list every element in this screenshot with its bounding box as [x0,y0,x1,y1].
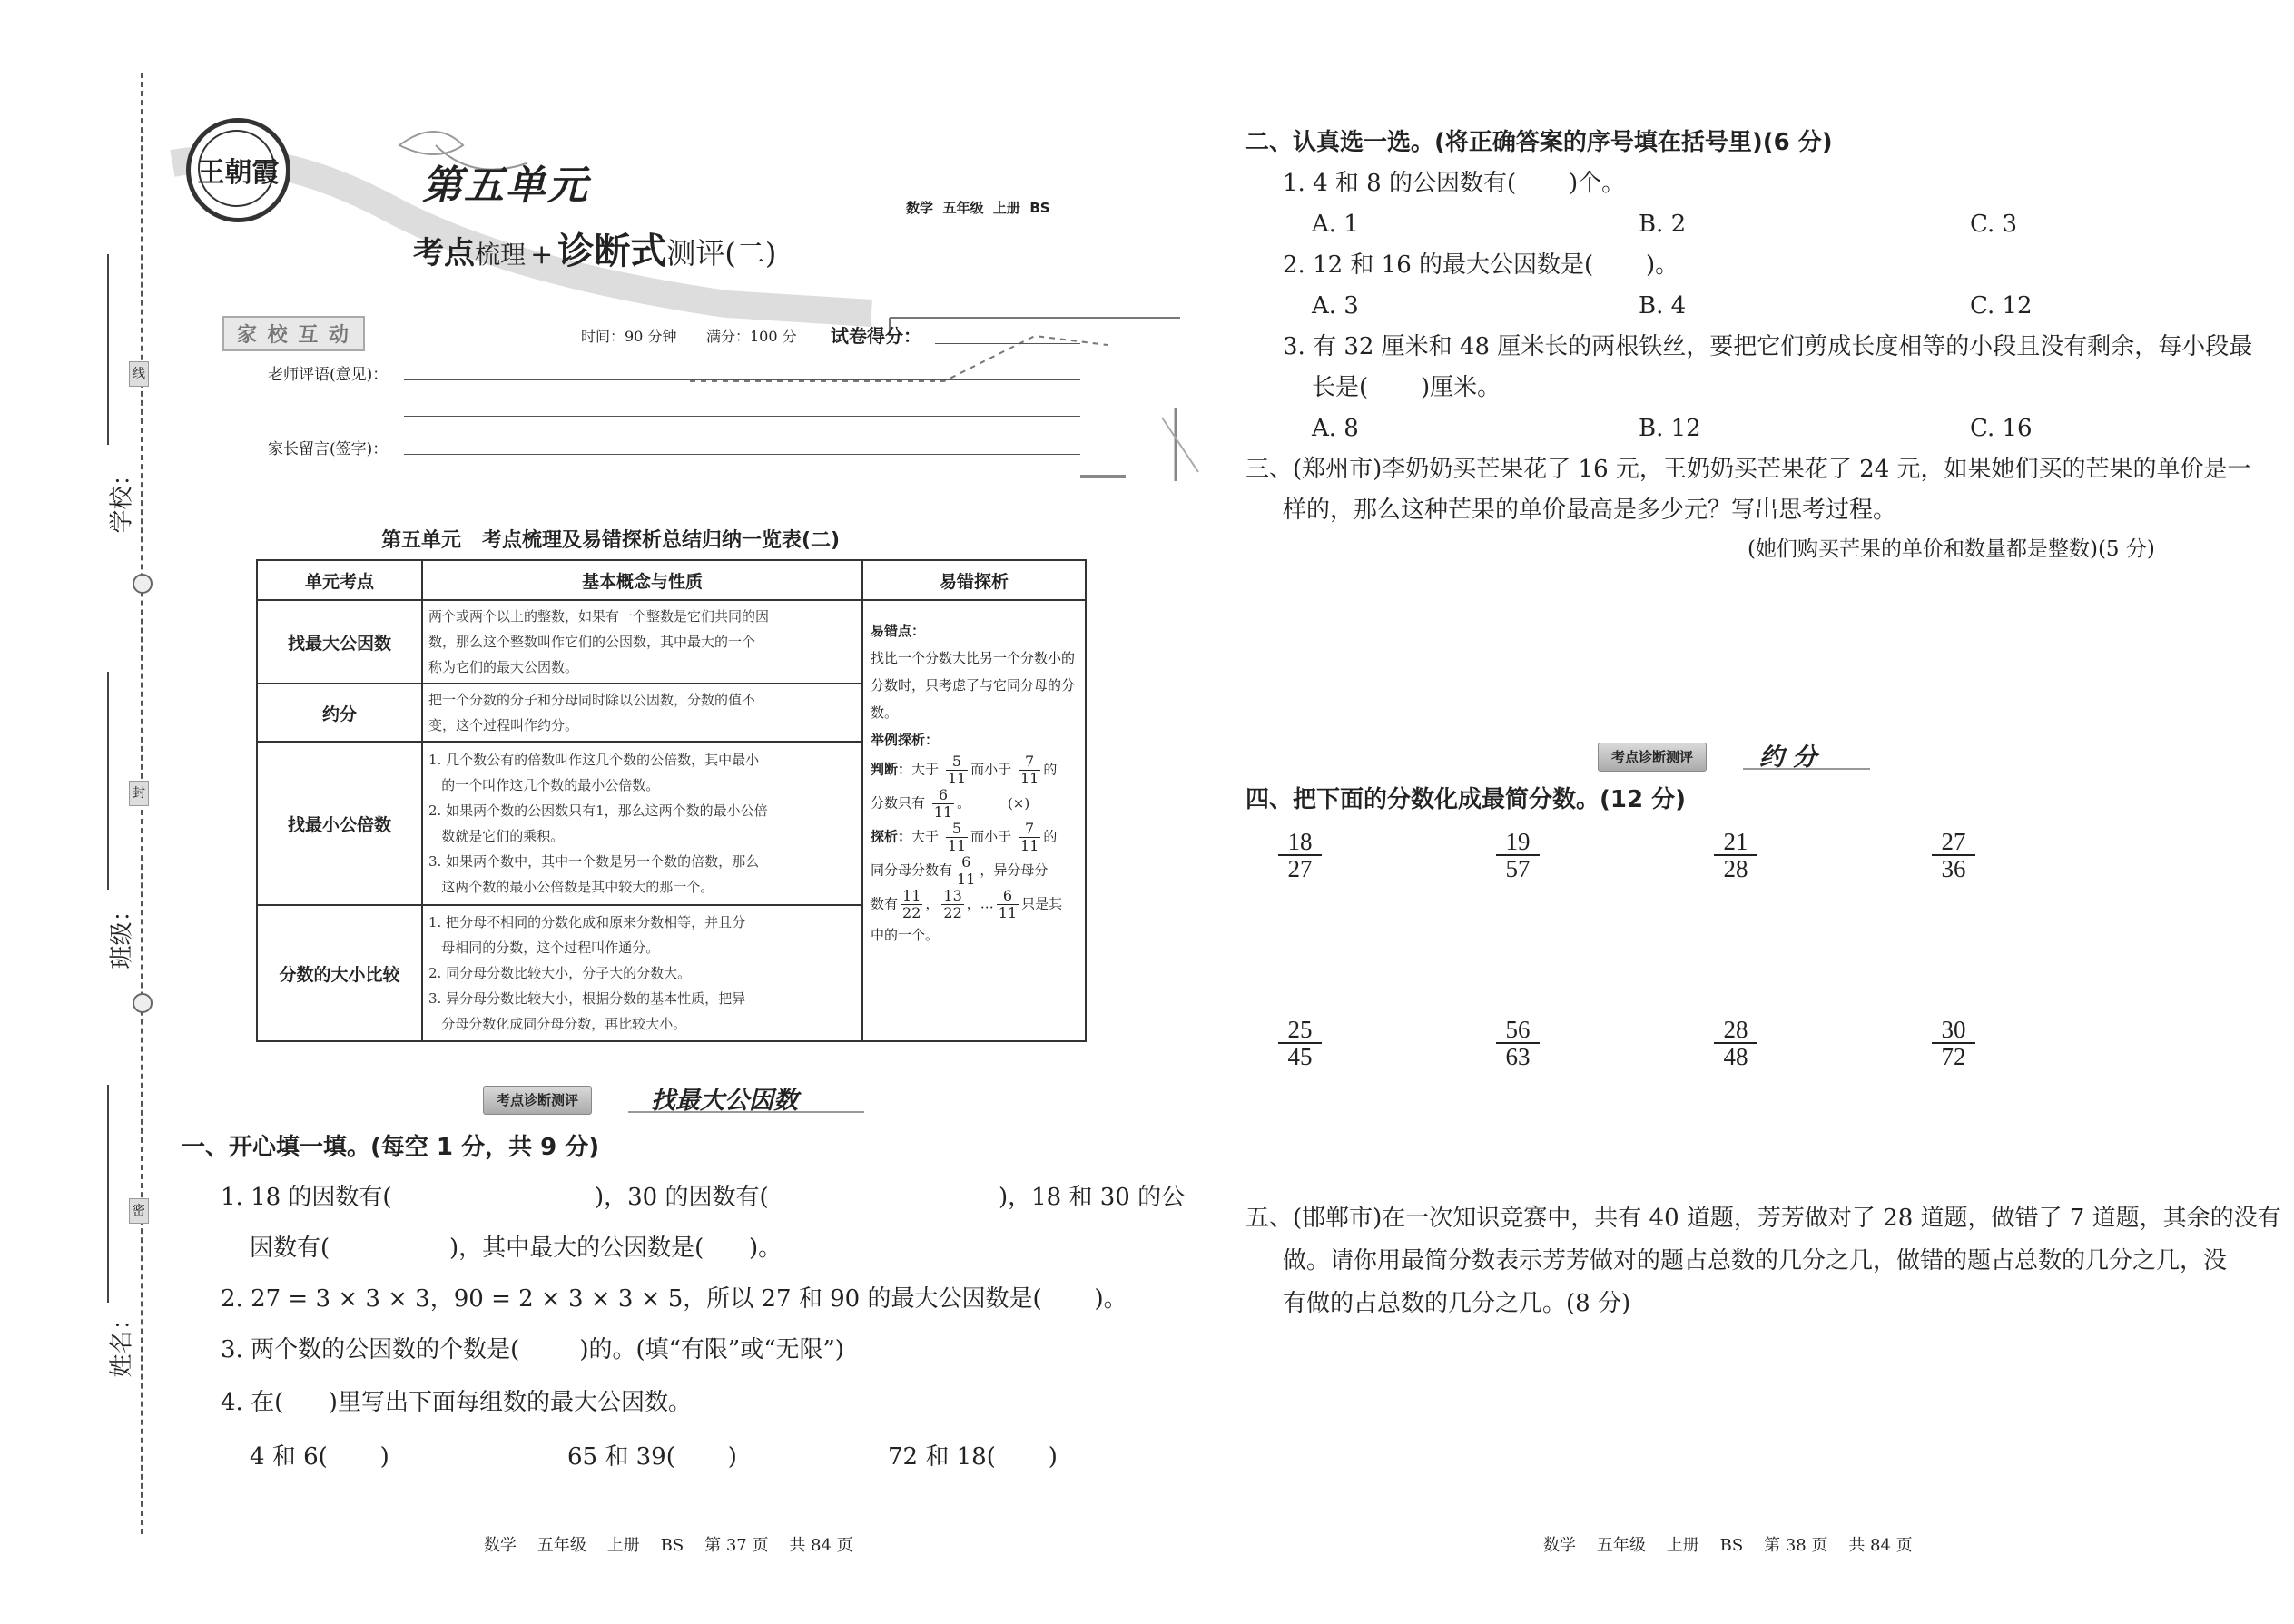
part1-q1-c: )，18 和 30 的公 [999,1184,1186,1211]
part1-q4-item: 65 和 39( ) [567,1443,737,1471]
table-header: 单元考点 [257,560,422,600]
fraction: $\frac{6}{11}$ [933,786,953,821]
part1-heading: 一、开心填一填。(每空 1 分，共 9 分) [182,1134,600,1161]
part2-q3-option: B. 12 [1639,415,1701,442]
judge-text: 。 [957,794,971,812]
part2-q2-option: B. 4 [1639,292,1687,320]
name-label: 姓名： [108,1306,136,1378]
part3-note: (她们购买芒果的单价和数量都是整数)(5 分) [1748,537,2155,561]
badge-tag: 考点诊断测评 [1598,743,1707,772]
badge-tag: 考点诊断测评 [483,1086,592,1115]
fraction: 18 27 [1278,829,1322,881]
concept-line: 1. 把分母不相同的分数化成和原来分数相等，并且分 [428,914,746,930]
binding-hole-icon [133,993,153,1013]
part2-q1-option: A. 1 [1312,211,1359,238]
error-point-label: 易错点： [871,623,926,639]
subtitle-plus: + [530,239,554,271]
part2-q1: 1. 4 和 8 的公因数有( )个。 [1283,170,1626,197]
table-topic: 找最大公因数 [257,600,422,684]
part1-q4-item: 72 和 18( ) [888,1443,1058,1471]
section-badge-reduce [1598,743,1870,770]
badge-arrow [628,1111,864,1113]
score-field[interactable] [935,343,1080,344]
book-tag: 数学 五年级 上册 BS [906,200,1050,216]
fraction: 56 63 [1496,1017,1540,1069]
part1-q1-a: 1. 18 的因数有( [221,1184,392,1211]
concept-line: 2. 同分母分数比较大小，分子大的分数大。 [428,965,692,981]
part2-q3-line1: 3. 有 32 厘米和 48 厘米长的两根铁丝，要把它们剪成长度相等的小段且没有剩余，每小段最 [1283,333,2253,360]
fraction: $\frac{7}{11}$ [1019,753,1039,787]
fraction: $\frac{7}{11}$ [1019,820,1039,854]
teacher-comment-field[interactable] [404,379,1080,380]
part1-q3: 3. 两个数的公因数的个数是( )的。(填“有限”或“无限”) [221,1336,844,1363]
analysis-text: ，… [966,895,994,912]
full-score: 满分：100 分 [706,328,797,345]
fraction: 28 48 [1714,1017,1757,1069]
judge-label: 判断： [871,761,912,778]
fraction: 30 72 [1932,1017,1975,1069]
concept-line: 分母分数化成同分母分数，再比较大小。 [428,1016,687,1032]
part1-q1-f: )。 [749,1235,783,1262]
part5-line3: 有做的占总数的几分之几。(8 分) [1283,1290,1631,1317]
part5-line1: 五、(邯郸市)在一次知识竞赛中，共有 40 道题，芳芳做对了 28 道题，做错了 7 道题，其余的没有 [1245,1205,2281,1232]
subtitle-part-3: 诊断式 [557,231,667,272]
binding-mark-seal: 封 [129,781,149,806]
badge-arrow [1743,768,1870,770]
class-label: 班级： [108,898,136,969]
judge-text: 而小于 [970,761,1012,778]
concept-line: 这两个数的最小公倍数是其中较大的那一个。 [428,879,714,895]
part4-heading: 四、把下面的分数化成最简分数。(12 分) [1245,786,1686,813]
home-school-badge: 家 校 互 动 [222,316,365,351]
fraction: $\frac{11}{22}$ [902,887,921,921]
binding-mark-line: 线 [129,361,149,387]
judge-mark: (×) [1007,794,1030,812]
analysis-label: 探析： [871,828,912,845]
fraction: $\frac{5}{11}$ [947,820,967,854]
analysis-text: 中的一个。 [871,927,940,943]
table-header: 易错探析 [862,560,1086,600]
analysis-text: 的 [1043,828,1058,845]
table-header: 基本概念与性质 [422,560,862,600]
concept-line: 3. 异分母分数比较大小，根据分数的基本性质，把异 [428,990,746,1007]
fraction: $\frac{6}{11}$ [957,853,976,888]
subtitle-part-1: 考点 [413,235,475,271]
school-field-line [107,254,109,445]
example-label: 举例探析： [871,732,940,748]
concept-line: 的一个叫作这几个数的最小公倍数。 [428,777,660,793]
analysis-text: ，异分母分 [980,861,1049,879]
parent-note-label: 家长留言(签字)： [268,440,389,458]
table-topic: 分数的大小比较 [257,905,422,1041]
summary-table [256,559,1087,1042]
parent-note-field[interactable] [404,454,1080,455]
unit-title: 第五单元 [422,162,589,209]
concept-line: 母相同的分数，这个过程叫作通分。 [428,940,660,956]
analysis-text: 大于 [911,828,940,845]
part3-line2: 样的，那么这种芒果的单价最高是多少元？写出思考过程。 [1283,497,1897,524]
part2-q3-option: C. 16 [1970,415,2033,442]
binding-hole-icon [133,574,153,594]
table-concept [422,600,862,684]
subtitle-part-2: 梳理 [475,240,527,270]
judge-text: 大于 [911,761,940,778]
section-badge-gcd [483,1086,864,1113]
summary-table-title: 第五单元 考点梳理及易错探析总结归纳一览表(二) [381,529,841,552]
class-field-line [107,672,109,890]
concept-line: 数就是它们的乘积。 [428,828,565,844]
part1-q1-e: )，其中最大的公因数是( [449,1235,704,1262]
table-topic: 约分 [257,684,422,742]
exam-time: 时间：90 分钟 [581,328,677,345]
school-label: 学校： [108,462,136,534]
part2-heading: 二、认真选一选。(将正确答案的序号填在括号里)(6 分) [1245,129,1833,156]
teacher-comment-field[interactable] [404,416,1080,417]
part1-q1-d: 因数有( [250,1235,330,1262]
footer-left: 数学 五年级 上册 BS 第 37 页 共 84 页 [484,1536,853,1555]
fraction: $\frac{13}{22}$ [943,887,962,921]
brand-logo [186,118,290,222]
concept-line: 把一个分数的分子和分母同时除以公因数，分数的值不 [428,692,756,708]
table-topic: 找最小公倍数 [257,742,422,905]
part1-q4-item: 4 和 6( ) [250,1443,389,1471]
subtitle-part-4: 测评(二) [666,236,777,271]
table-concept [422,905,862,1041]
part2-q2-option: C. 12 [1970,292,2033,320]
fraction: 21 28 [1714,829,1757,881]
analysis-text: 只是其 [1021,895,1063,912]
analysis-text: ， [925,895,940,912]
part2-q3-option: A. 8 [1312,415,1359,442]
badge-title: 找最大公因数 [651,1087,798,1115]
badge-title: 约 分 [1759,743,1817,772]
concept-line: 2. 如果两个数的公因数只有1，那么这两个数的最小公倍 [428,802,768,819]
error-point-text: 找比一个分数大比另一个分数小的分数时，只考虑了与它同分母的分数。 [871,650,1076,721]
analysis-text: 数有 [871,895,899,912]
part3-line1: 三、(郑州市)李奶奶买芒果花了 16 元，王奶奶买芒果花了 24 元，如果她们买的芒果的单价是一 [1245,456,2251,483]
part2-q2: 2. 12 和 16 的最大公因数是( )。 [1283,251,1679,279]
concept-line: 变，这个过程叫作约分。 [428,717,579,733]
concept-line: 1. 几个数公有的倍数叫作这几个数的公倍数，其中最小 [428,752,760,768]
part2-q2-option: A. 3 [1312,292,1359,320]
fraction: 19 57 [1496,829,1540,881]
header-subtitle [413,222,776,274]
part2-q1-option: B. 2 [1639,211,1687,238]
judge-text: 分数只有 [871,794,926,812]
part5-line2: 做。请你用最简分数表示芳芳做对的题占总数的几分之几，做错的题占总数的几分之几，没 [1283,1247,2228,1275]
fraction: $\frac{5}{11}$ [947,753,967,787]
concept-line: 数，那么这个整数叫作它们的公因数，其中最大的一个 [428,634,756,650]
part1-q1-b: )，30 的因数有( [595,1184,769,1211]
concept-line: 称为它们的最大公因数。 [428,659,579,675]
part1-q4: 4. 在( )里写出下面每组数的最大公因数。 [221,1389,692,1416]
analysis-text: 而小于 [970,828,1012,845]
part1-q2: 2. 27 = 3 × 3 × 3，90 = 2 × 3 × 3 × 5，所以 27 和 90 的最大公因数是( )。 [221,1285,1127,1313]
analysis-text: 同分母分数有 [871,861,953,879]
name-field-line [107,1085,109,1303]
score-label: 试卷得分： [831,325,921,347]
fraction: 27 36 [1932,829,1975,881]
table-concept [422,684,862,742]
header-decoration [163,109,1207,490]
part2-q3-line2: 长是( )厘米。 [1312,374,1501,401]
error-analysis-cell [862,600,1086,1041]
teacher-comment-label: 老师评语(意见)： [268,366,389,384]
concept-line: 3. 如果两个数中，其中一个数是另一个数的倍数，那么 [428,853,760,870]
table-concept [422,742,862,905]
fraction: 25 45 [1278,1017,1322,1069]
binding-mark-close: 密 [129,1198,149,1224]
logo-text: 王朝霞 [197,158,280,188]
concept-line: 两个或两个以上的整数，如果有一个整数是它们共同的因 [428,608,770,625]
fraction: $\frac{6}{11}$ [998,887,1018,921]
judge-text: 的 [1043,761,1058,778]
part2-q1-option: C. 3 [1970,211,2018,238]
footer-right: 数学 五年级 上册 BS 第 38 页 共 84 页 [1543,1536,1913,1555]
